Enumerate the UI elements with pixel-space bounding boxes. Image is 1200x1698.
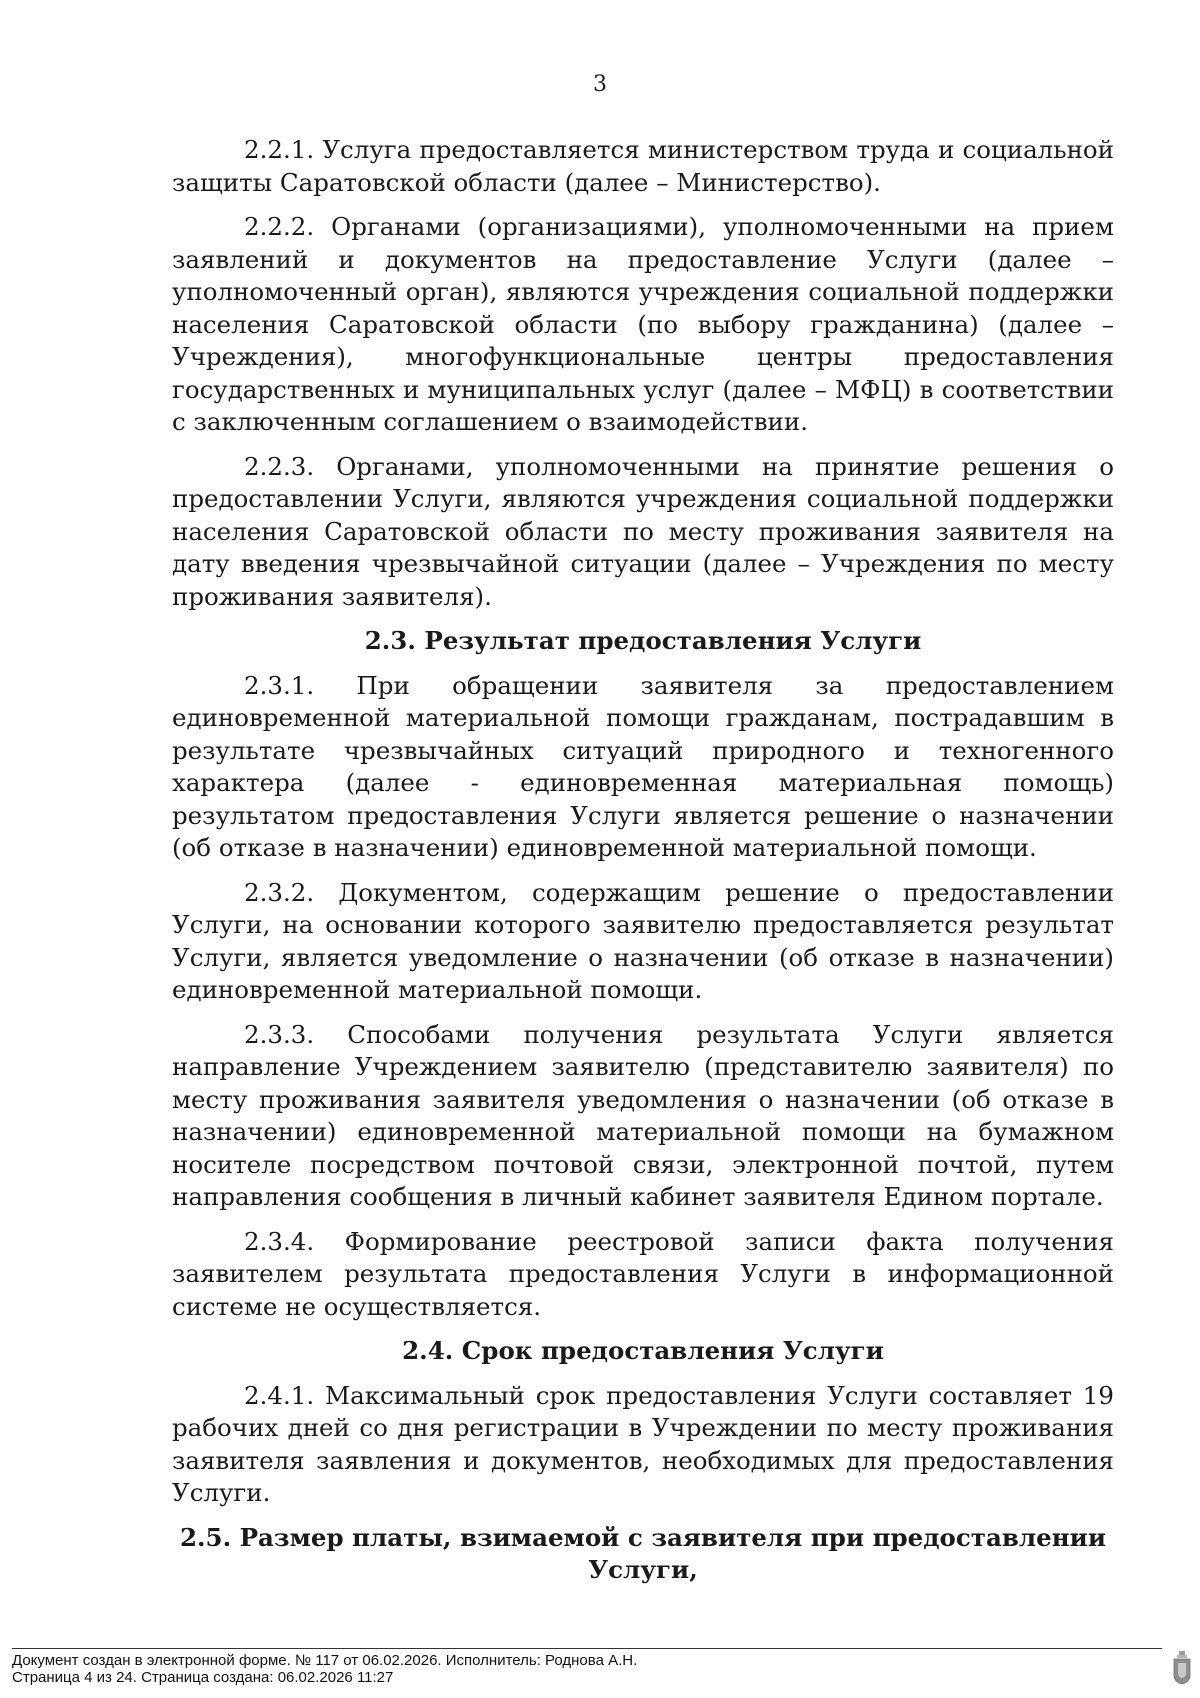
paragraph-2-4-1: 2.4.1. Максимальный срок предоставления Услуги составляет 19 рабочих дней со дня регистрации в Учреждении по месту проживания заявителя заявления и документов, необходимых для предоставления Услуги.	[172, 1380, 1114, 1507]
document-footer	[12, 1648, 1162, 1686]
paragraph-2-3-2: 2.3.2. Документом, содержащим решение о предоставлении Услуги, на основании которого заявителю предоставляется результат Услуги, является уведомление о назначении (об отказе в назначении) единовременной материальной помощи.	[172, 877, 1114, 1004]
page-number: 3	[593, 72, 607, 97]
section-heading-2-4: 2.4. Срок предоставления Услуги	[402, 1336, 884, 1365]
coat-of-arms-icon	[1172, 1651, 1192, 1685]
paragraph-2-2-1: 2.2.1. Услуга предоставляется министерством труда и социальной защиты Саратовской области (далее – Министерство).	[172, 135, 1114, 197]
paragraph-2-3-4: 2.3.4. Формирование реестровой записи факта получения заявителем результата предоставления Услуги в информационной системе не осуществляется.	[172, 1226, 1114, 1321]
footer-document-info: Документ создан в электронной форме. № 117 от 06.02.2026. Исполнитель: Роднова А.Н.	[12, 1652, 638, 1669]
paragraph-2-3-1: 2.3.1. При обращении заявителя за предоставлением единовременной материальной помощи гражданам, пострадавшим в результате чрезвычайных ситуаций природного и техногенного характера (далее - единовременная материальная помощь) результатом предоставления Услуги является решение о назначении (об отказе в назначении) единовременной материальной помощи.	[172, 670, 1114, 862]
paragraph-2-3-3: 2.3.3. Способами получения результата Услуги является направление Учреждением заявителю (представителю заявителя) по месту проживания заявителя уведомления о назначении (об отказе в назначении) единовременной материальной помощи на бумажном носителе посредством почтовой связи, электронной почтой, путем направления сообщения в личный кабинет заявителя Едином портале.	[172, 1019, 1114, 1211]
section-heading-2-5: 2.5. Размер платы, взимаемой с заявителя при предоставлении Услуги,	[179, 1522, 1107, 1584]
document-body	[172, 134, 1114, 1599]
footer-page-info: Страница 4 из 24. Страница создана: 06.02.2026 11:27	[12, 1669, 394, 1686]
paragraph-2-2-2: 2.2.2. Органами (организациями), уполномоченными на прием заявлений и документов на предоставление Услуги (далее – уполномоченный орган), являются учреждения социальной поддержки населения Саратовской области (по выбору гражданина) (далее – Учреждения), многофункциональные центры предоставления государственных и муниципальных услуг (далее – МФЦ) в соответствии с заключенным соглашением о взаимодействии.	[172, 212, 1114, 436]
section-heading-2-3: 2.3. Результат предоставления Услуги	[364, 626, 922, 655]
paragraph-2-2-3: 2.2.3. Органами, уполномоченными на принятие решения о предоставлении Услуги, являются учреждения социальной поддержки населения Саратовской области по месту проживания заявителя на дату введения чрезвычайной ситуации (далее – Учреждения по месту проживания заявителя).	[172, 451, 1114, 611]
